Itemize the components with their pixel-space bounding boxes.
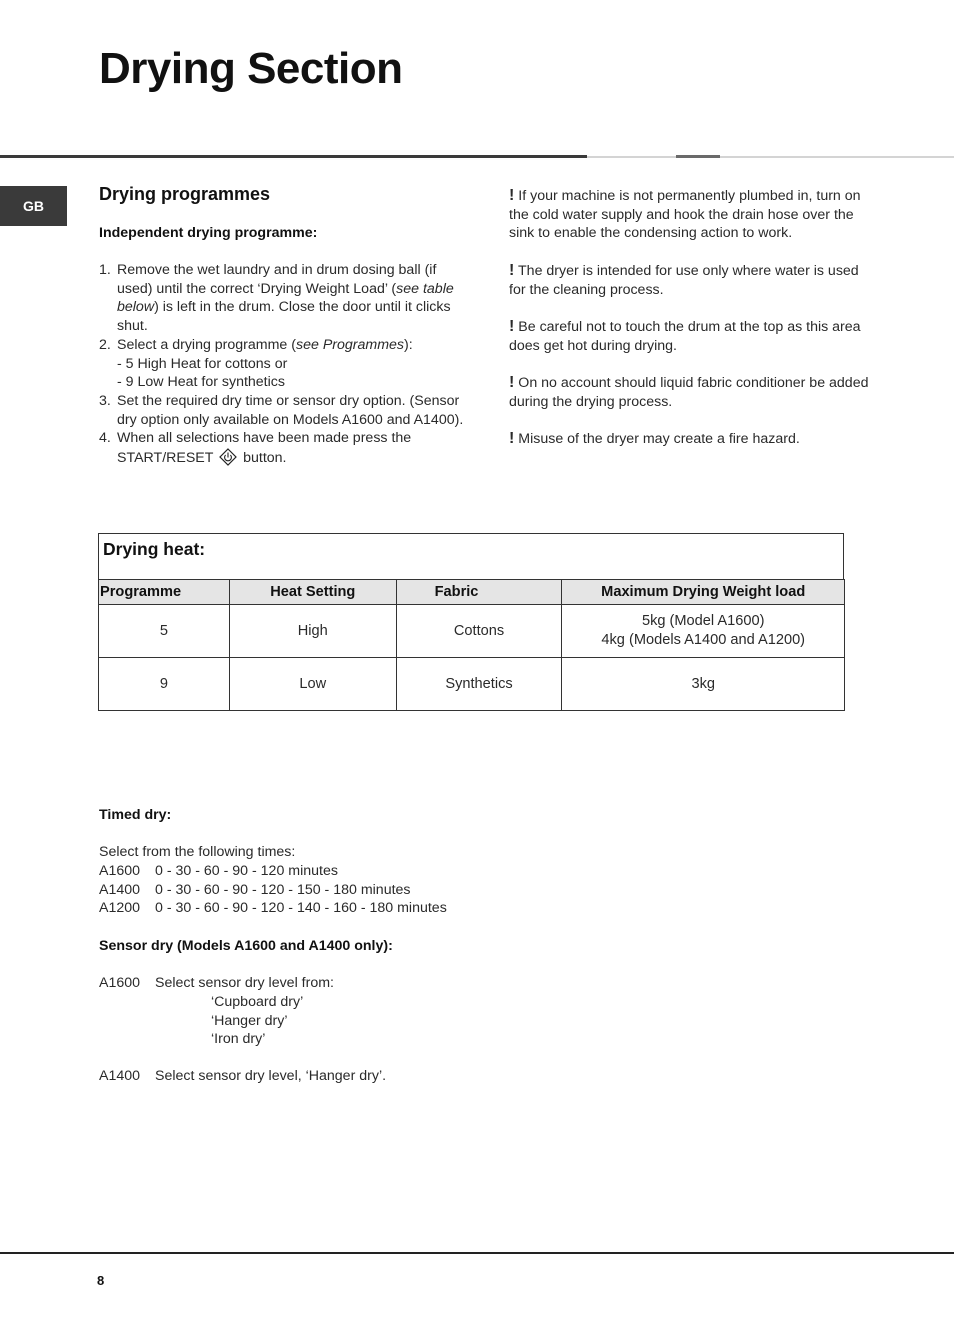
cell-fabric: Cottons [396,605,562,658]
timed-dry-list [99,862,447,918]
warning-item [509,374,874,411]
section-heading-drying-programmes: Drying programmes [99,184,271,204]
header-rule-light [587,156,676,158]
timed-dry-intro: Select from the following times: [99,844,296,860]
step-text: ): [404,336,413,353]
drying-heat-title: Drying heat: [103,539,206,559]
warning-item [509,262,874,299]
step-text: ) is left in the drum. Close the door until it clicks shut. [117,299,451,335]
cell-max-weight [562,605,845,658]
warning-text: The dryer is intended for use only where water is used for the cleaning process. [509,262,859,298]
list-item [99,862,447,881]
warning-text: If your machine is not permanently plumbed in, turn on the cold water supply and hook the drain hose over the sink to enable the condensing action to work. [509,188,861,242]
step-1 [99,261,464,336]
start-reset-icon [219,448,237,472]
warning-mark: ! [509,430,515,448]
column-header-programme: Programme [99,580,230,605]
page-number: 8 [97,1273,105,1288]
list-item [99,881,447,900]
warning-mark: ! [509,261,515,279]
step-2 [99,336,464,392]
cell-max-weight-line: 4kg (Models A1400 and A1200) [601,632,806,648]
step-sub-option: - 9 Low Heat for synthetics [117,374,285,391]
time-options: 0 - 30 - 60 - 90 - 120 - 140 - 160 - 180 minutes [155,900,447,917]
time-options: 0 - 30 - 60 - 90 - 120 - 150 - 180 minutes [155,881,411,898]
cell-programme: 5 [99,605,230,658]
warning-item [509,318,874,355]
sensor-instruction: Select sensor dry level from: [155,975,334,991]
step-3 [99,392,464,429]
step-text: Remove the wet laundry and in drum dosing ball (if used) until the correct ‘Drying Weight Load’ ( [117,262,437,297]
model-name: A1400 [99,1068,141,1084]
warning-text: On no account should liquid fabric conditioner be added during the drying process. [509,374,869,410]
warning-item [509,430,874,449]
warning-mark: ! [509,187,515,204]
page-title: Drying Section [99,44,403,93]
drying-heat-title-box [98,533,844,579]
warning-mark: ! [509,373,515,391]
step-number: 4. [99,430,111,447]
warning-mark: ! [509,317,515,335]
model-name: A1600 [99,863,141,879]
sensor-instruction: Select sensor dry level, ‘Hanger dry’. [155,1068,387,1084]
column-header-max-weight: Maximum Drying Weight load [562,580,845,605]
language-tab: GB [0,186,67,226]
step-4 [99,429,464,471]
programme-steps [99,261,464,472]
cell-programme: 9 [99,658,230,711]
step-number: 1. [99,262,111,278]
time-options: 0 - 30 - 60 - 90 - 120 minutes [155,863,338,879]
step-reference: see Programmes [296,336,405,353]
drying-heat-table [98,579,845,711]
cell-max-weight-line: 5kg (Model A1600) [641,613,765,629]
model-name: A1600 [99,975,141,991]
cell-max-weight: 3kg [562,658,845,711]
header-rule-dark [0,155,587,158]
header-rule-light-right [720,156,954,158]
cell-heat: Low [229,658,396,711]
list-item: ‘Cupboard dry’ [211,994,304,1010]
sensor-a1400-line [99,1067,386,1086]
step-text: When all selections have been made press the START/RESET [117,430,412,467]
cell-fabric: Synthetics [396,658,562,711]
cell-heat: High [229,605,396,658]
sensor-dry-label: Sensor dry (Models A1600 and A1400 only): [99,938,393,954]
step-text: Set the required dry time or sensor dry option. (Sensor dry option only available on Models A1600 and A1400). [117,392,464,428]
column-header-heat-setting: Heat Setting [229,580,396,605]
warnings-list [509,187,874,467]
footer-rule [0,1252,954,1254]
list-item [99,899,447,918]
step-text: button. [243,450,287,467]
warning-text: Misuse of the dryer may create a fire hazard. [518,431,800,448]
step-sub-option: - 5 High Heat for cottons or [117,355,288,372]
warning-text: Be careful not to touch the drum at the top as this area does get hot during drying. [509,318,861,354]
step-number: 2. [99,336,111,353]
table-header-row [99,580,845,605]
list-item: ‘Hanger dry’ [211,1012,288,1029]
step-number: 3. [99,392,111,409]
table-row [99,605,845,658]
timed-dry-label: Timed dry: [99,807,172,823]
model-name: A1200 [99,900,141,917]
step-reference: see table below [117,280,454,316]
subheading-independent-programme: Independent drying programme: [99,225,318,241]
header-rule-mid [676,155,720,158]
column-header-fabric: Fabric [396,580,562,605]
model-name: A1400 [99,881,141,898]
step-text: Select a drying programme ( [117,336,296,353]
list-item: ‘Iron dry’ [211,1031,266,1048]
warning-item [509,187,874,243]
sensor-a1600-line [99,974,334,993]
table-row [99,658,845,711]
sensor-level-list [211,993,303,1049]
